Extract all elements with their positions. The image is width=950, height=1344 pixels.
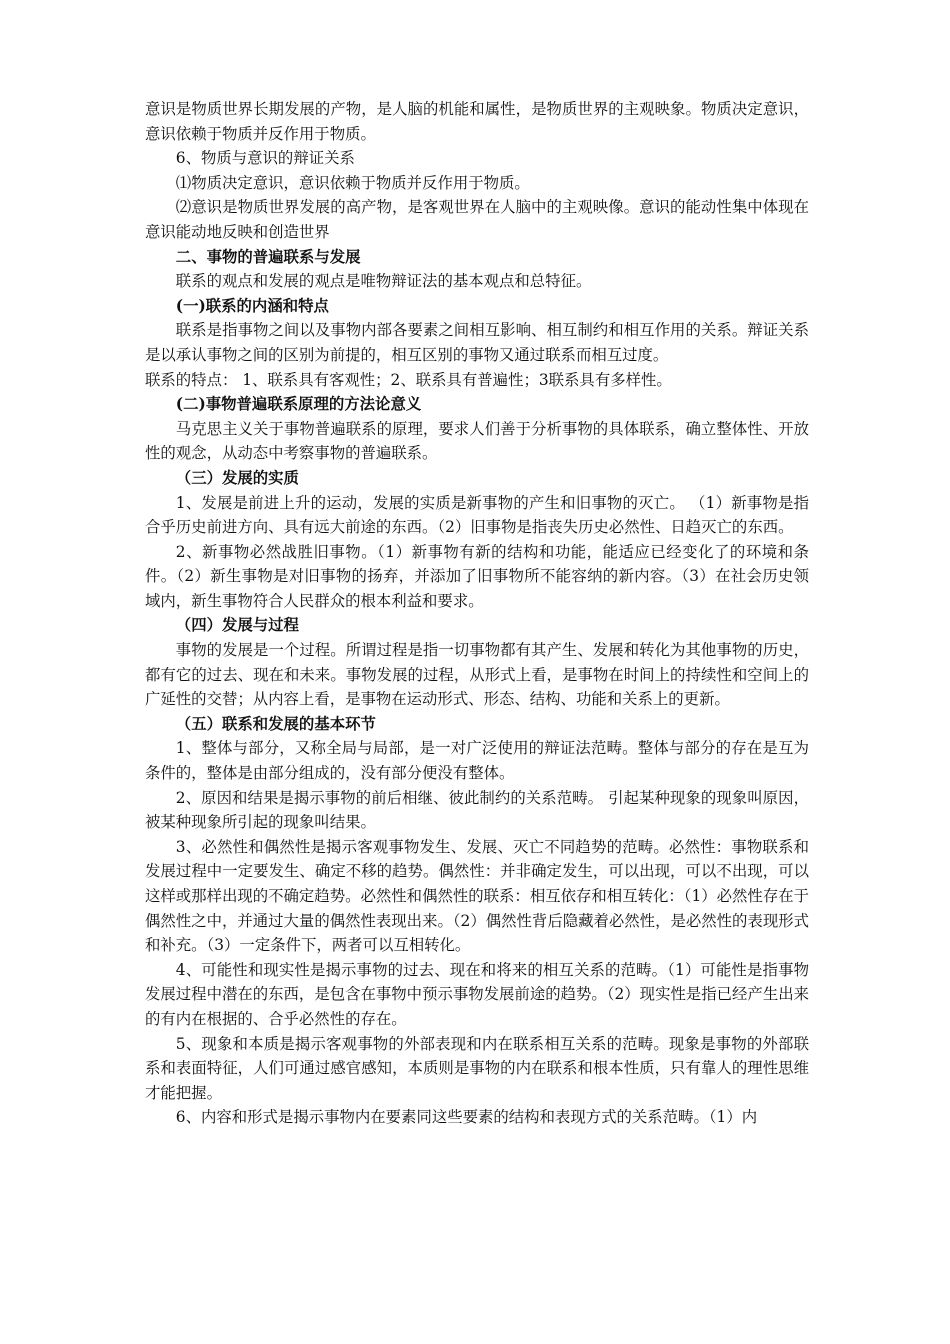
- body-paragraph: 1、整体与部分，又称全局与局部，是一对广泛使用的辩证法范畴。整体与部分的存在是互为条件的，整体是由部分组成的，没有部分便没有整体。: [145, 739, 809, 783]
- list-item: ⑵意识是物质世界发展的高产物，是客观世界在人脑中的主观映像。意识的能动性集中体现在意识能动地反映和创造世界: [145, 198, 809, 241]
- section-heading: 二、事物的普遍联系与发展: [175, 247, 361, 266]
- body-paragraph: 意识是物质世界长期发展的产物，是人脑的机能和属性，是物质世界的主观映象。物质决定意识，意识依赖于物质并反作用于物质。: [145, 100, 809, 143]
- body-paragraph: 联系是指事物之间以及事物内部各要素之间相互影响、相互制约和相互作用的关系。辩证关系是以承认事物之间的区别为前提的，相互区别的事物又通过联系而相互过度。: [145, 321, 809, 364]
- subsection-heading: （四）发展与过程: [175, 616, 299, 635]
- subsection-heading: （三）发展的实质: [175, 468, 299, 487]
- body-paragraph: 马克思主义关于事物普遍联系的原理，要求人们善于分析事物的具体联系，确立整体性、开放性的观念，从动态中考察事物的普遍联系。: [145, 419, 809, 463]
- list-item: ⑴物质决定意识，意识依赖于物质并反作用于物质。: [175, 173, 530, 192]
- list-item: 6、物质与意识的辩证关系: [175, 149, 355, 168]
- body-paragraph: 2、原因和结果是揭示事物的前后相继、彼此制约的关系范畴。 引起某种现象的现象叫原因，被某种现象所引起的现象叫结果。: [145, 788, 809, 832]
- subsection-heading: （五）联系和发展的基本环节: [175, 714, 376, 733]
- body-paragraph: 2、新事物必然战胜旧事物。（1）新事物有新的结构和功能，能适应已经变化了的环境和条件。（2）新生事物是对旧事物的扬弃，并添加了旧事物所不能容纳的新内容。（3）在社会历史领域内，新生事物符合人民群众的根本利益和要求。: [145, 542, 809, 610]
- document-body: [145, 97, 809, 1130]
- subsection-heading: (二)事物普遍联系原理的方法论意义: [175, 395, 422, 414]
- body-paragraph: 4、可能性和现实性是揭示事物的过去、现在和将来的相互关系的范畴。（1）可能性是指事物发展过程中潜在的东西，是包含在事物中预示事物发展前途的趋势。（2）现实性是指已经产生出来的有内在根据的、合乎必然性的存在。: [145, 960, 809, 1028]
- body-paragraph: 联系的观点和发展的观点是唯物辩证法的基本观点和总特征。: [175, 272, 592, 291]
- subsection-heading: (一)联系的内涵和特点: [175, 296, 329, 315]
- body-paragraph: 6、内容和形式是揭示事物内在要素同这些要素的结构和表现方式的关系范畴。（1）内: [175, 1108, 758, 1127]
- body-paragraph: 1、发展是前进上升的运动，发展的实质是新事物的产生和旧事物的灭亡。 （1）新事物是指合乎历史前进方向、具有远大前途的东西。（2）旧事物是指丧失历史必然性、日趋灭亡的东西。: [145, 493, 809, 537]
- body-paragraph: 5、现象和本质是揭示客观事物的外部表现和内在联系相互关系的范畴。现象是事物的外部联系和表面特征，人们可通过感官感知，本质则是事物的内在联系和根本性质，只有靠人的理性思维才能把握。: [145, 1034, 809, 1102]
- body-paragraph: 联系的特点： 1、联系具有客观性；2、联系具有普遍性；3联系具有多样性。: [145, 370, 672, 389]
- body-paragraph: 3、必然性和偶然性是揭示客观事物发生、发展、灭亡不同趋势的范畴。必然性：事物联系和发展过程中一定要发生、确定不移的趋势。偶然性：并非确定发生，可以出现，可以不出现，可以这样或那样出现的不确定趋势。必然性和偶然性的联系：相互依存和相互转化：（1）必然性存在于偶然性之中，并通过大量的偶然性表现出来。（2）偶然性背后隐藏着必然性，是必然性的表现形式和补充。（3）一定条件下，两者可以互相转化。: [145, 837, 809, 955]
- body-paragraph: 事物的发展是一个过程。所谓过程是指一切事物都有其产生、发展和转化为其他事物的历史，都有它的过去、现在和未来。事物发展的过程，从形式上看，是事物在时间上的持续性和空间上的广延性的交替；从内容上看，是事物在运动形式、形态、结构、功能和关系上的更新。: [145, 641, 809, 709]
